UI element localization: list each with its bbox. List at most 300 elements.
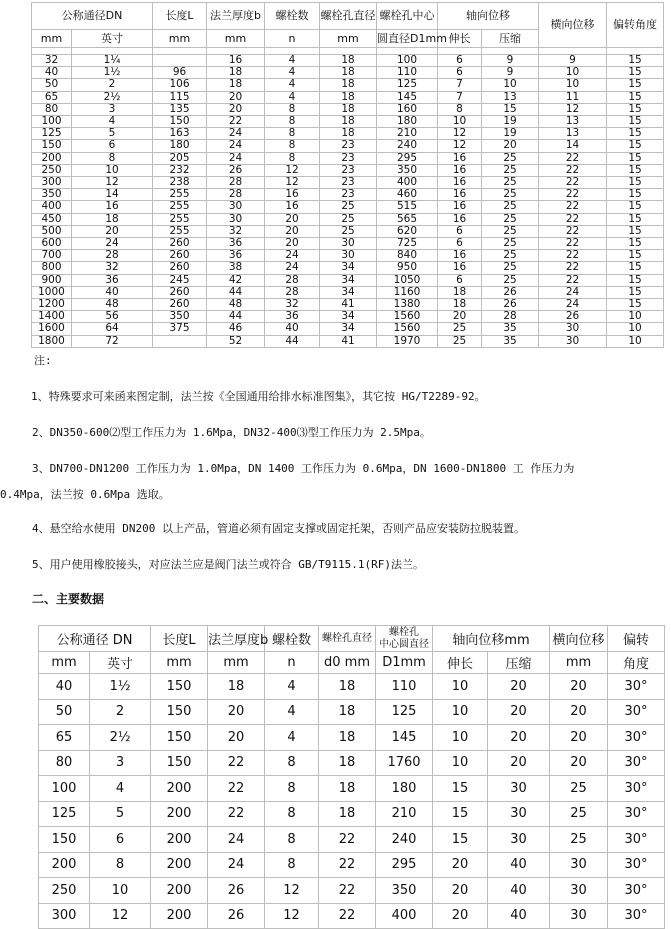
table-cell: 15 (607, 274, 664, 286)
table-cell: 8 (72, 152, 153, 164)
table-cell: 18 (319, 725, 376, 751)
table-cell: 4 (265, 725, 319, 751)
table-cell: 1½ (90, 674, 151, 700)
table-cell: 1000 (32, 286, 72, 298)
table-cell: 16 (207, 55, 265, 67)
table-cell: 30 (550, 903, 608, 929)
table-row (32, 116, 664, 128)
table-cell: 15 (607, 128, 664, 140)
header-cell: 压缩 (488, 652, 550, 674)
table-cell: 205 (153, 152, 207, 164)
table-cell: 28 (265, 274, 320, 286)
table-cell: 10 (433, 674, 488, 700)
table-cell: 15 (607, 213, 664, 225)
header-cell: n (265, 30, 320, 48)
header-cell: 圆直径D1mm (377, 30, 438, 48)
table-cell: 1760 (376, 750, 433, 776)
table-cell: 28 (207, 189, 265, 201)
header-cell: mm (32, 30, 72, 48)
table-cell: 20 (438, 311, 482, 323)
table-cell: 80 (32, 103, 72, 115)
table-cell: 22 (539, 152, 607, 164)
table-cell: 30° (608, 699, 665, 725)
header-cell: D1mm (376, 652, 433, 674)
table-cell: 350 (153, 311, 207, 323)
table-cell: 25 (482, 262, 539, 274)
table-cell: 8 (90, 852, 151, 878)
table-cell: 8 (265, 152, 320, 164)
table-cell: 35 (482, 323, 539, 335)
table-cell: 200 (151, 852, 208, 878)
table-cell: 22 (539, 274, 607, 286)
table-cell: 12 (90, 903, 151, 929)
table-cell: 4 (265, 55, 320, 67)
table-cell: 25 (482, 177, 539, 189)
table-cell: 110 (377, 67, 438, 79)
table-cell: 40 (265, 323, 320, 335)
header-cell: 螺栓孔 中心圆直径 (376, 626, 433, 652)
table-cell: 4 (265, 67, 320, 79)
table-cell: 8 (265, 116, 320, 128)
table-cell: 15 (607, 189, 664, 201)
table-cell: 23 (320, 152, 377, 164)
table-row (32, 213, 664, 225)
table-row (39, 725, 665, 751)
table-cell: 30 (207, 213, 265, 225)
table-cell: 515 (377, 201, 438, 213)
table-cell: 20 (433, 878, 488, 904)
header-cell: n (265, 652, 319, 674)
table-row (32, 128, 664, 140)
table-cell: 48 (72, 299, 153, 311)
table-cell: 300 (39, 903, 90, 929)
table-cell: 18 (320, 91, 377, 103)
table-cell: 20 (488, 699, 550, 725)
table-cell: 20 (208, 725, 265, 751)
table-cell: 30° (608, 776, 665, 802)
table-cell: 18 (319, 674, 376, 700)
header-cell: 英寸 (90, 652, 151, 674)
notes-heading: 注: (34, 354, 52, 367)
table-cell: 15 (607, 91, 664, 103)
table-cell: 7 (438, 91, 482, 103)
table-cell: 300 (32, 177, 72, 189)
table-cell: 1560 (377, 311, 438, 323)
table-row (32, 140, 664, 152)
table-cell (153, 55, 207, 67)
table-cell: 2½ (72, 91, 153, 103)
table-cell: 150 (151, 725, 208, 751)
table-cell: 1200 (32, 299, 72, 311)
table-row (39, 827, 665, 853)
table-cell: 42 (207, 274, 265, 286)
header-cell: mm (151, 652, 208, 674)
table-cell: 18 (320, 103, 377, 115)
table-cell: 19 (482, 128, 539, 140)
table-cell: 25 (320, 225, 377, 237)
table-row (32, 67, 664, 79)
table-cell: 16 (438, 177, 482, 189)
table-cell: 115 (153, 91, 207, 103)
table-cell: 22 (539, 177, 607, 189)
table-cell: 210 (376, 801, 433, 827)
table-cell: 160 (377, 103, 438, 115)
table-cell: 8 (265, 852, 319, 878)
table-cell: 4 (265, 674, 319, 700)
table-cell: 25 (550, 801, 608, 827)
table-cell: 28 (207, 177, 265, 189)
table-cell: 30 (488, 801, 550, 827)
table-cell: 240 (376, 827, 433, 853)
table-cell: 8 (265, 140, 320, 152)
table-cell: 100 (377, 55, 438, 67)
header-cell: mm (39, 652, 90, 674)
table-cell: 20 (208, 699, 265, 725)
table-cell: 30° (608, 801, 665, 827)
table-cell: 18 (72, 213, 153, 225)
table-cell: 16 (438, 262, 482, 274)
table-cell: 135 (153, 103, 207, 115)
table-cell: 9 (482, 67, 539, 79)
table-cell: 725 (377, 238, 438, 250)
table-row (39, 852, 665, 878)
table-cell: 22 (319, 827, 376, 853)
table-cell: 44 (207, 286, 265, 298)
spacer-cell (153, 48, 207, 55)
header-cell: 长度L (153, 3, 207, 30)
header-cell: 公称通径 DN (39, 626, 151, 652)
table-cell: 34 (320, 323, 377, 335)
table-cell: 125 (39, 801, 90, 827)
table-cell: 30 (207, 201, 265, 213)
table-cell: 20 (433, 852, 488, 878)
table-cell: 14 (539, 140, 607, 152)
table-cell: 30 (320, 250, 377, 262)
table-cell: 25 (438, 335, 482, 347)
table-cell: 30° (608, 827, 665, 853)
table-cell: 6 (438, 67, 482, 79)
table-cell: 15 (433, 776, 488, 802)
table-cell: 26 (208, 878, 265, 904)
table-cell: 22 (539, 189, 607, 201)
header-cell: 偏转角度 (607, 3, 664, 48)
table-cell: 7 (438, 79, 482, 91)
table-cell: 16 (438, 213, 482, 225)
table-cell: 255 (153, 189, 207, 201)
table-row (39, 750, 665, 776)
table-row (39, 699, 665, 725)
table-cell: 46 (207, 323, 265, 335)
table-row (39, 674, 665, 700)
table-cell: 145 (377, 91, 438, 103)
table-cell: 6 (90, 827, 151, 853)
table-cell: 25 (482, 201, 539, 213)
header-cell: 螺栓数 (265, 3, 320, 30)
table-cell: 15 (607, 299, 664, 311)
table-row (32, 79, 664, 91)
table-cell: 8 (265, 801, 319, 827)
table-cell: 20 (488, 725, 550, 751)
table-cell: 22 (539, 250, 607, 262)
table-cell: 25 (482, 274, 539, 286)
table-cell: 20 (488, 750, 550, 776)
table-cell: 20 (265, 238, 320, 250)
table-cell: 23 (320, 177, 377, 189)
table-cell: 16 (438, 250, 482, 262)
table-cell: 125 (376, 699, 433, 725)
table-cell: 18 (319, 699, 376, 725)
table-cell: 375 (153, 323, 207, 335)
table-row (32, 225, 664, 237)
table-cell (153, 335, 207, 347)
table-cell: 25 (320, 201, 377, 213)
table-cell: 15 (607, 286, 664, 298)
table-cell: 34 (320, 262, 377, 274)
table-row (32, 311, 664, 323)
table-cell: 200 (151, 776, 208, 802)
table-cell: 840 (377, 250, 438, 262)
table-row (32, 177, 664, 189)
table-cell: 10 (90, 878, 151, 904)
table-cell: 25 (482, 164, 539, 176)
table-row (32, 164, 664, 176)
table-cell: 620 (377, 225, 438, 237)
table-cell: 150 (153, 116, 207, 128)
table-cell: 20 (433, 903, 488, 929)
table-cell: 245 (153, 274, 207, 286)
table-cell: 18 (320, 55, 377, 67)
table-cell: 8 (265, 750, 319, 776)
table-cell: 65 (32, 91, 72, 103)
table-row (32, 286, 664, 298)
table-cell: 20 (72, 225, 153, 237)
table-cell: 163 (153, 128, 207, 140)
table-cell: 450 (32, 213, 72, 225)
table-cell: 8 (265, 776, 319, 802)
table-row (32, 103, 664, 115)
table-cell: 10 (607, 311, 664, 323)
table-cell: 41 (320, 299, 377, 311)
note-2: 2、DN350-600⑵型工作压力为 1.6Mpa，DN32-400⑶型工作压力为 2.5Mpa。 (32, 426, 431, 439)
table-cell: 26 (482, 286, 539, 298)
table-cell: 125 (32, 128, 72, 140)
table-row (32, 299, 664, 311)
table-cell: 12 (265, 164, 320, 176)
table-cell: 16 (438, 152, 482, 164)
header-cell: 压缩 (482, 30, 539, 48)
table-cell: 8 (265, 128, 320, 140)
table-cell: 10 (539, 67, 607, 79)
table-cell: 16 (265, 189, 320, 201)
table-cell: 200 (151, 801, 208, 827)
table-cell: 8 (265, 827, 319, 853)
table-cell: 255 (153, 201, 207, 213)
table-cell: 25 (482, 238, 539, 250)
table-cell: 565 (377, 213, 438, 225)
table-cell: 22 (208, 776, 265, 802)
table-cell: 72 (72, 335, 153, 347)
table-cell: 255 (153, 225, 207, 237)
table-cell: 52 (207, 335, 265, 347)
table-cell: 40 (488, 852, 550, 878)
table-cell: 15 (607, 164, 664, 176)
table-cell: 1160 (377, 286, 438, 298)
table-cell: 20 (207, 91, 265, 103)
table-cell: 22 (539, 213, 607, 225)
table-cell: 150 (32, 140, 72, 152)
table-cell: 3 (90, 750, 151, 776)
table-cell: 30 (550, 878, 608, 904)
table-cell: 18 (319, 776, 376, 802)
table-cell: 18 (438, 286, 482, 298)
table-cell: 1½ (72, 67, 153, 79)
table-cell: 65 (39, 725, 90, 751)
table-cell: 22 (208, 801, 265, 827)
table-cell: 460 (377, 189, 438, 201)
table-cell: 40 (488, 903, 550, 929)
table-cell: 23 (320, 189, 377, 201)
table-cell: 2 (72, 79, 153, 91)
table-cell: 24 (539, 299, 607, 311)
table-cell: 15 (607, 67, 664, 79)
table-cell: 350 (376, 878, 433, 904)
table-cell: 232 (153, 164, 207, 176)
table-cell: 5 (90, 801, 151, 827)
table-cell: 20 (488, 674, 550, 700)
table-cell: 24 (208, 852, 265, 878)
header-cell: 轴向位移mm (433, 626, 550, 652)
table-row (32, 262, 664, 274)
table-cell: 15 (607, 238, 664, 250)
table-cell: 10 (433, 699, 488, 725)
table-cell: 24 (207, 140, 265, 152)
table-cell: 250 (39, 878, 90, 904)
table-cell: 25 (550, 776, 608, 802)
table-cell: 13 (539, 128, 607, 140)
table-cell: 100 (39, 776, 90, 802)
table-cell: 30 (488, 776, 550, 802)
table-cell: 34 (320, 274, 377, 286)
table-cell: 44 (265, 335, 320, 347)
table-cell: 25 (482, 213, 539, 225)
table-cell: 22 (207, 116, 265, 128)
table-cell: 35 (482, 335, 539, 347)
table-cell: 15 (607, 152, 664, 164)
table-cell: 30 (550, 852, 608, 878)
table-cell: 25 (320, 213, 377, 225)
table-cell: 40 (39, 674, 90, 700)
table-cell: 20 (550, 750, 608, 776)
table-cell: 9 (539, 55, 607, 67)
table-cell: 200 (151, 903, 208, 929)
table-cell: 10 (607, 323, 664, 335)
table-cell: 24 (265, 250, 320, 262)
table-cell: 40 (32, 67, 72, 79)
table-cell: 1400 (32, 311, 72, 323)
table-cell: 8 (265, 103, 320, 115)
table-cell: 255 (153, 213, 207, 225)
table-cell: 12 (539, 103, 607, 115)
table-cell: 34 (320, 286, 377, 298)
table-cell: 13 (482, 91, 539, 103)
table-cell: 180 (153, 140, 207, 152)
table-cell: 18 (320, 116, 377, 128)
table-cell: 80 (39, 750, 90, 776)
header-row (32, 3, 664, 30)
table-cell: 4 (72, 116, 153, 128)
table-cell: 6 (438, 274, 482, 286)
table-cell: 16 (72, 201, 153, 213)
table-row (32, 274, 664, 286)
table-cell: 400 (32, 201, 72, 213)
table-cell: 32 (32, 55, 72, 67)
table-cell: 1560 (377, 323, 438, 335)
table-cell: 24 (72, 238, 153, 250)
table-row (32, 152, 664, 164)
header-cell: 轴向位移 (438, 3, 539, 30)
table-cell: 30° (608, 878, 665, 904)
table-cell: 40 (72, 286, 153, 298)
table-cell: 350 (32, 189, 72, 201)
table-cell: 800 (32, 262, 72, 274)
header-cell: 螺栓孔直径 (319, 626, 376, 652)
table-cell: 25 (482, 152, 539, 164)
table-cell: 20 (550, 674, 608, 700)
table-cell: 18 (319, 801, 376, 827)
table-cell: 25 (482, 189, 539, 201)
table-cell: 25 (550, 827, 608, 853)
table-cell: 1800 (32, 335, 72, 347)
table-cell: 260 (153, 286, 207, 298)
table-cell: 26 (482, 299, 539, 311)
table-cell: 15 (433, 827, 488, 853)
header-cell: mm (208, 652, 265, 674)
table-cell: 12 (265, 177, 320, 189)
table-cell: 15 (607, 116, 664, 128)
table-cell: 15 (607, 103, 664, 115)
table-cell: 260 (153, 250, 207, 262)
table-cell: 15 (607, 225, 664, 237)
table-cell: 500 (32, 225, 72, 237)
table-cell: 22 (319, 878, 376, 904)
table-cell: 10 (438, 116, 482, 128)
table-cell: 15 (607, 55, 664, 67)
table-cell: 150 (151, 750, 208, 776)
table-cell: 16 (438, 164, 482, 176)
header-cell: 伸长 (438, 30, 482, 48)
main-data-table (38, 625, 665, 929)
table-cell: 295 (377, 152, 438, 164)
note-5: 5、用户使用橡胶接头，对应法兰应是阀门法兰或符合 GB/T9115.1(RF)法兰。 (32, 558, 424, 571)
table-cell: 260 (153, 299, 207, 311)
table-cell: 1970 (377, 335, 438, 347)
table-cell: 22 (539, 225, 607, 237)
table-cell: 40 (488, 878, 550, 904)
table-cell: 23 (320, 164, 377, 176)
note-3: 3、DN700-DN1200 工作压力为 1.0Mpa，DN 1400 工作压力为 0.6Mpa，DN 1600-DN1800 工 作压力为 (32, 462, 575, 475)
table-cell: 15 (607, 79, 664, 91)
table-cell: 22 (539, 164, 607, 176)
table-cell: 12 (438, 128, 482, 140)
table-cell: 36 (207, 250, 265, 262)
table-cell: 18 (438, 299, 482, 311)
table-cell: 20 (265, 225, 320, 237)
table-cell: 20 (482, 140, 539, 152)
table-cell: 28 (265, 286, 320, 298)
table-cell: 9 (482, 55, 539, 67)
table-cell: 30 (539, 323, 607, 335)
table-cell: 14 (72, 189, 153, 201)
